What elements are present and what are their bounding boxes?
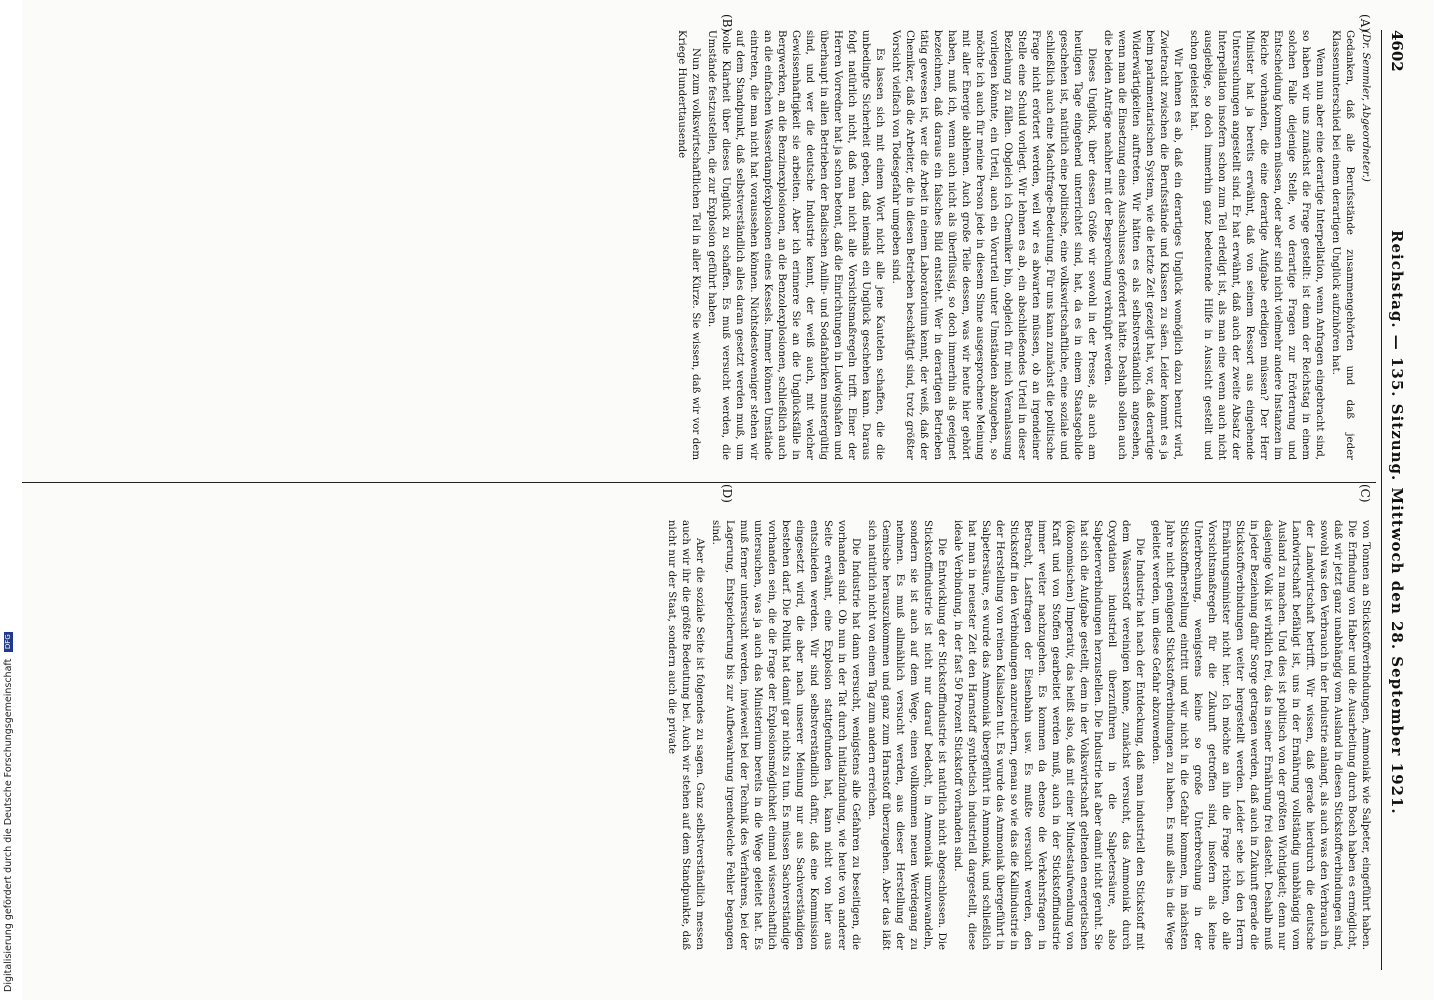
speaker-label: (Dr. Semmler, Abgeordneter.) [1360,30,1371,182]
left-text-column [6,30,1372,460]
paragraph: Die Industrie hat nach der Entdeckung, daß man industriell den Stickstoff mit dem Wasserstoff vereinigen könne, zunächst versucht, das Ammoniak durch Oxydation industriell überzuführen in die Salpetersäure, also Salpeterverbindungen herzustellen. Die Industrie hat aber damit nicht geruht. Sie hat sich die Aufgabe gestellt, dem in der Volkswirtschaft geltenden energetischen (ökonomischen) Imperativ, das heißt also, daß mit einer Mindestaufwendung von Kraft und von Stoffen gearbeitet werden muß, auch in der Stickstoffindustrie immer weiter nachzugehen. Es kommen da ebenso die Verkehrsfragen in Betracht, Lastfragen der Eisenbahn usw. Es mußte versucht werden, den Stickstoff in den Verbindungen anzureichern, genau so wie das die Kaliindustrie in der Herstellung von reinen Kalisalzen tut. Es wurde das Ammoniak übergeführt in Salpetersäure, es wurde das Ammoniak übergeführt in Ammoniak, und schließlich hat man in neuester Zeit den Harnstoff synthetisch industriell dargestellt, diese ideale Verbindung, in der fast 50 Prozent Stickstoff vorhanden sind. [952,520,1145,950]
paragraph: von Tonnen an Stickstoffverbindungen, Ammoniak wie Salpeter, eingeführt haben. Die Erfindung von Haber und die Ausarbeitung durch Bosch haben es ermöglicht, daß wir jetzt ganz unabhängig vom Ausland in diesen Stickstoffverbindungen sind, sowohl was den Verbrauch in der Industrie anlangt, als auch was den Verbrauch in der Landwirtschaft betrifft. Wir wissen, daß gerade hierdurch die deutsche Landwirtschaft befähigt ist, uns in der Ernährung vollständig unabhängig vom Ausland zu machen. Und dies ist politisch von der größten Wichtigkeit; denn nur dasjenige Volk ist wirklich frei, das in seiner Ernährung frei dasteht. Deshalb muß in jeder Beziehung dafür Sorge getragen werden, daß auch in Zukunft gerade die Stickstoffverbindungen weiter hergestellt werden. Leider sehe ich den Herrn Ernährungsminister nicht hier. Ich möchte an ihn die Frage richten, ob alle Vorsichtsmaßregeln für die Zukunft getroffen sind, insofern als keine Unterbrechung, wenigstens keine so große Unterbrechung in der Stickstoffherstellung eintritt und wir nicht in die Gefahr kommen, im nächsten Jahre nicht genügend Stickstoffverbindungen zu haben. Es muß alles in die Wege geleitet werden, um diese Gefahr abzuwenden. [1150,520,1371,950]
paragraph: Wenn nun aber eine derartige Interpellation, wenn Anfragen eingebracht sind, so haben wir uns zunächst die Frage gestellt: ist denn der Reichstag in einem solchen Falle diejenige Stelle, wo derartige Fragen zur Erörterung und Entscheidung kommen müssen, oder aber sind nicht vielmehr andere Instanzen im Reiche vorhanden, die eine derartige Aufgabe erledigen müssen? Der Herr Minister hat ja bereits erwähnt, daß von seinem Ressort aus eingehende Untersuchungen angestellt sind. Er hat erwähnt, daß auch der zweite Absatz der Interpellation insofern schon zum Teil erledigt ist, als man eine wenn auch nicht ausgiebige, so doch immerhin ganz bedeutende Hilfe in Aussicht gestellt und schon geleistet hat. [1188,30,1325,460]
paragraph: Aber die soziale Seite ist folgendes zu sagen. Ganz selbstverständlich messen auch wir ihr die größte Bedeutung bei. Auch wir stehen auf dem Standpunkte, daß nicht nur der Staat, sondern auch die private [666,520,705,950]
paragraph: Dieses Unglück, über dessen Größe wir sowohl in der Presse, als auch am heutigen Tage eingehend unterrichtet sind, hat, da es in einem Staatsgebilde geschehen ist, natürlich eine politische, eine volkswirtschaftliche, eine soziale und schließlich auch eine Machtfrage-Bedeutung. Für uns kann zunächst die politische Frage nicht erörtert werden, weil wir es abwarten müssen, ob an irgendeiner Stelle eine Schuld vorliegt. Wir lehnen es ab, ein abschließendes Urteil in dieser Beziehung zu fällen. Obgleich ich Chemiker bin, obgleich für mich Veranlassung vorliegen könnte, ein Urteil, auch ein Vorurteil unter Umständen abzugeben, so möchte ich auch für meine Person jede in diesem Sinne ausgesprochene Meinung mit aller Energie ablehnen. Auch große Teile dessen, was wir heute hier gehört haben, muß ich, wenn auch nicht als überflüssig, so doch immerhin als geeignet bezeichnen, daß daraus ein falsches Bild entsteht. Wer in derartigen Betrieben tätig gewesen ist, wer die Arbeit in einem Laboratorium kennt, der weiß, daß der Chemiker, daß die Arbeiter, die in diesen Betrieben beschäftigt sind, trotz größter Vorsicht vielfach von Todesgefahr umgeben sind. [890,30,1097,460]
page-header [1381,30,1408,970]
paragraph: Die Industrie hat dann versucht, wenigstens alle Gefahren zu beseitigen, die vorhanden sind. Ob nun in der Tat durch Initialzündung, wie heute von anderer Seite erwähnt, eine Explosion stattgefunden hat, kann nicht von hier aus entschieden werden. Wir sind selbstverständlich dafür, daß eine Kommission eingesetzt wird, die aber nach unserer Meinung nur aus Sachverständigen bestehen darf. Die Politik hat damit gar nichts zu tun. Es müssen Sachverständige vorhanden sein, die die Frage der Explosionsmöglichkeit einmal wissenschaftlich untersuchen, was ja auch das Ministerium bereits in die Wege geleitet hat. Es muß ferner untersucht werden, inwieweit bei der Technik des Verfahrens, bei der Lagerung, Entspeicherung bis zur Aufbewahrung irgendwelche Fehler begangen sind. [710,520,861,950]
dfg-logo-icon: DFG [4,632,13,652]
margin-marker-a: (A) [1358,14,1372,33]
paragraph: Wir lehnen es ab, daß ein derartiges Unglück womöglich dazu benutzt wird, Zwietracht zwischen die Berufsstände und Klassen zu säen. Leider kommt es ja beim parlamentarischen System, wie die letzte Zeit gezeigt hat, vor, daß derartige Widerwärtigkeiten auftreten. Wir hätten es als selbstverständlich angesehen, wenn man die Einsetzung eines Ausschusses gefordert hätte. Deshalb sollen auch die beiden Anträge nachher mit der Besprechung verknüpft werden. [1102,30,1183,460]
page-number: 4602 [1388,30,1406,72]
right-text-column [6,520,1372,950]
margin-marker-d: (D) [720,484,734,503]
paragraph: Die Entwicklung der Stickstoffindustrie ist natürlich nicht abgeschlossen. Die Stickstoffindustrie ist nicht nur darauf bedacht, in Ammoniak umzuwandeln, sondern sie ist auch auf dem Wege, einen vollkommen neuen Werdegang zu nehmen. Es muß allmählich versucht werden, aus dieser Herstellung der Gemische herauszukommen und ganz zum Harnstoff überzugehen. Aber das läßt sich natürlich nicht von einem Tag zum andern erreichen. [866,520,947,950]
paragraph: Gedanken, daß alle Berufsstände zusammengehörten und daß jeder Klassenunterschied bei einem derartigen Unglück aufzuhören hat. [1330,30,1355,460]
margin-marker-c: (C) [1358,484,1372,503]
paragraph: Es lassen sich mit einem Wort nicht alle jene Kautelen schaffen, die die unbedingte Sicherheit geben, daß niemals ein Unglück geschehen kann. Daraus folgt natürlich nicht, daß man nicht alle Vorsichtsmaßregeln trifft. Einer der Herren Vorredner hat ja schon betont, daß die Einrichtungen in Ludwigshafen und überhaupt in allen Betrieben der Badischen Anilin- und Sodafabriken mustergültig sind, und wer die deutsche Industrie kennt, der weiß auch, mit welcher Gewissenhaftigkeit sie arbeiten. Aber ich erinnere Sie an die Unglücksfälle in Bergwerken, an die Benzinexplosionen, an die Benzolexplosionen, schließlich auch an die einfachen Wasserdampfexplosionen eines Kessels. Immer können Umstände eintreten, die man nicht hat voraussehen können. Nichtsdestoweniger stehen wir auf dem Standpunkt, daß selbstverständlich alles daran gesetzt werden muß, um volle Klarheit über dieses Unglück zu schaffen. Es muß versucht werden, die Umstände festzustellen, die zur Explosion geführt haben. [706,30,885,460]
credit-text: Digitalisierung gefördert durch die Deutsche Forschungsgemeinschaft [3,658,14,992]
paragraph: Nun zum volkswirtschaftlichen Teil in aller Kürze. Sie wissen, daß wir vor dem Kriege Hunderttausende [676,30,701,460]
column-divider [0,482,1376,483]
page-title: Reichstag. — 135. Sitzung. Mittwoch den 28. September 1921. [1388,230,1406,815]
digitization-credit-strip [0,0,22,1000]
digitization-credit [0,0,18,1000]
margin-marker-b: (B) [720,14,734,33]
